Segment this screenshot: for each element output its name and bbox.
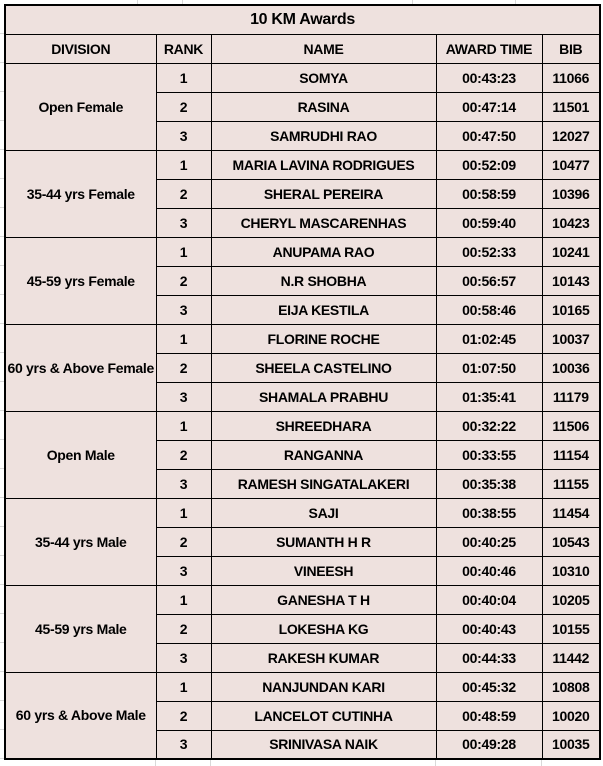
gridline-stub [435,760,436,766]
award-time-cell: 00:40:04 [436,585,542,614]
bib-cell: 11155 [542,469,600,498]
rank-cell: 1 [156,498,211,527]
rank-cell: 2 [156,353,211,382]
award-time-cell: 00:40:43 [436,614,542,643]
award-time-cell: 01:35:41 [436,382,542,411]
bib-cell: 11066 [542,63,600,92]
rank-cell: 1 [156,585,211,614]
name-cell: SHAMALA PRABHU [211,382,436,411]
gridline-stub [0,729,4,730]
name-cell: N.R SHOBHA [211,266,436,295]
division-cell: Open Male [5,411,156,498]
table-row [5,237,600,266]
division-cell: 45-59 yrs Male [5,585,156,672]
gridline-stub [0,410,4,411]
header-row [5,34,600,63]
name-cell: RAMESH SINGATALAKERI [211,469,436,498]
bib-cell: 11454 [542,498,600,527]
rank-cell: 1 [156,150,211,179]
rank-cell: 1 [156,411,211,440]
award-time-cell: 00:58:59 [436,179,542,208]
rank-cell: 3 [156,469,211,498]
rank-cell: 2 [156,266,211,295]
name-cell: RANGANNA [211,440,436,469]
table-row [5,672,600,701]
bib-cell: 11501 [542,92,600,121]
gridline-stub [0,700,4,701]
name-cell: SAJI [211,498,436,527]
gridline-stub [0,323,4,324]
award-time-cell: 01:02:45 [436,324,542,353]
rank-cell: 1 [156,672,211,701]
award-time-cell: 00:40:25 [436,527,542,556]
award-time-cell: 00:58:46 [436,295,542,324]
bib-cell: 11506 [542,411,600,440]
bib-cell: 10423 [542,208,600,237]
rank-cell: 1 [156,324,211,353]
gridline-stub [0,149,4,150]
bib-cell: 11442 [542,643,600,672]
bib-cell: 10020 [542,701,600,730]
gridline-stub [0,758,4,759]
gridline-stub [0,584,4,585]
name-cell: SHEELA CASTELINO [211,353,436,382]
gridline-stub [0,236,4,237]
rank-cell: 2 [156,614,211,643]
bib-cell: 10035 [542,730,600,759]
gridline-stub [0,468,4,469]
name-cell: SHERAL PEREIRA [211,179,436,208]
rank-cell: 2 [156,179,211,208]
rank-cell: 3 [156,730,211,759]
award-time-cell: 00:45:32 [436,672,542,701]
name-cell: VINEESH [211,556,436,585]
name-cell: SOMYA [211,63,436,92]
gridline-stub [0,33,4,34]
bib-cell: 10143 [542,266,600,295]
gridline-stub [0,613,4,614]
award-time-cell: 00:43:23 [436,63,542,92]
award-time-cell: 00:49:28 [436,730,542,759]
name-cell: GANESHA T H [211,585,436,614]
award-time-cell: 00:40:46 [436,556,542,585]
award-time-cell: 00:56:57 [436,266,542,295]
gridline-stub [137,0,138,4]
award-time-cell: 00:52:09 [436,150,542,179]
division-cell: 60 yrs & Above Female [5,324,156,411]
award-time-cell: 00:52:33 [436,237,542,266]
bib-cell: 10808 [542,672,600,701]
table-row [5,63,600,92]
gridline-stub [0,381,4,382]
name-cell: ANUPAMA RAO [211,237,436,266]
gridline-stub [0,91,4,92]
award-time-cell: 00:33:55 [436,440,542,469]
table-row [5,150,600,179]
name-cell: SRINIVASA NAIK [211,730,436,759]
division-cell: 35-44 yrs Female [5,150,156,237]
award-time-cell: 00:44:33 [436,643,542,672]
gridline-stub [155,760,156,766]
bib-cell: 10155 [542,614,600,643]
rank-cell: 1 [156,63,211,92]
award-time-cell: 00:48:59 [436,701,542,730]
rank-cell: 3 [156,556,211,585]
gridline-stub [0,526,4,527]
name-cell: FLORINE ROCHE [211,324,436,353]
table-row [5,498,600,527]
gridline-stub [210,760,211,766]
gridline-stub [0,120,4,121]
award-time-cell: 00:32:22 [436,411,542,440]
col-header-award-time: AWARD TIME [436,34,542,63]
gridline-stub [0,439,4,440]
rank-cell: 3 [156,382,211,411]
bib-cell: 10310 [542,556,600,585]
award-time-cell: 00:47:14 [436,92,542,121]
name-cell: EIJA KESTILA [211,295,436,324]
award-time-cell: 00:59:40 [436,208,542,237]
name-cell: MARIA LAVINA RODRIGUES [211,150,436,179]
rank-cell: 3 [156,295,211,324]
division-cell: 35-44 yrs Male [5,498,156,585]
bib-cell: 10543 [542,527,600,556]
bib-cell: 12027 [542,121,600,150]
bib-cell: 11154 [542,440,600,469]
division-cell: Open Female [5,63,156,150]
bib-cell: 10037 [542,324,600,353]
name-cell: CHERYL MASCARENHAS [211,208,436,237]
award-time-cell: 00:38:55 [436,498,542,527]
rank-cell: 3 [156,208,211,237]
bib-cell: 10165 [542,295,600,324]
rank-cell: 2 [156,92,211,121]
bib-cell: 10036 [542,353,600,382]
division-cell: 45-59 yrs Female [5,237,156,324]
gridline-stub [0,352,4,353]
gridline-stub [0,207,4,208]
gridline-stub [0,642,4,643]
table-row [5,411,600,440]
gridline-stub [541,760,542,766]
name-cell: SAMRUDHI RAO [211,121,436,150]
division-cell: 60 yrs & Above Male [5,672,156,759]
table-row [5,585,600,614]
gridline-stub [0,178,4,179]
gridline-stub [0,671,4,672]
name-cell: LOKESHA KG [211,614,436,643]
name-cell: RAKESH KUMAR [211,643,436,672]
bib-cell: 11179 [542,382,600,411]
bib-cell: 10477 [542,150,600,179]
gridline-stub [515,0,516,4]
table-row [5,324,600,353]
rank-cell: 2 [156,440,211,469]
table-title: 10 KM Awards [5,5,600,34]
name-cell: SUMANTH H R [211,527,436,556]
name-cell: SHREEDHARA [211,411,436,440]
rank-cell: 2 [156,527,211,556]
name-cell: LANCELOT CUTINHA [211,701,436,730]
name-cell: RASINA [211,92,436,121]
title-row [5,5,600,34]
bib-cell: 10241 [542,237,600,266]
rank-cell: 1 [156,237,211,266]
rank-cell: 2 [156,701,211,730]
gridline-stub [412,0,413,4]
gridline-stub [0,497,4,498]
rank-cell: 3 [156,643,211,672]
col-header-division: DIVISION [5,34,156,63]
gridline-stub [0,62,4,63]
gridline-stub [0,294,4,295]
award-time-cell: 00:47:50 [436,121,542,150]
col-header-rank: RANK [156,34,211,63]
col-header-name: NAME [211,34,436,63]
award-time-cell: 00:35:38 [436,469,542,498]
gridline-stub [0,555,4,556]
gridline-stub [182,0,183,4]
gridline-stub [0,265,4,266]
awards-table [4,4,601,760]
rank-cell: 3 [156,121,211,150]
col-header-bib: BIB [542,34,600,63]
award-time-cell: 01:07:50 [436,353,542,382]
bib-cell: 10205 [542,585,600,614]
bib-cell: 10396 [542,179,600,208]
name-cell: NANJUNDAN KARI [211,672,436,701]
